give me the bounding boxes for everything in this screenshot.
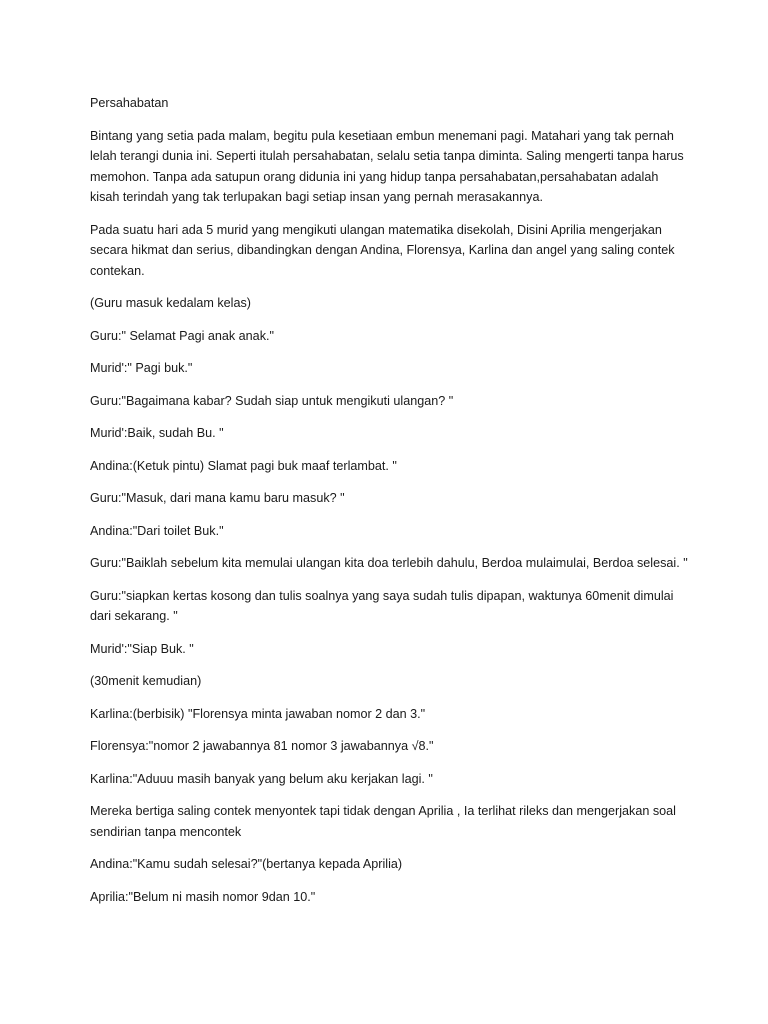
dialogue-line: (30menit kemudian) (90, 674, 202, 688)
paragraph-story-opening: Pada suatu hari ada 5 murid yang mengikuti ulangan matematika disekolah, Disini Aprilia mengerjakan secara hikmat dan serius, dibandingkan dengan Andina, Florensya, Karlina dan angel yang saling contek contekan. (90, 222, 675, 278)
dialogue-line: Guru:" Selamat Pagi anak anak." (90, 328, 274, 343)
dialogue-line: Murid':Baik, sudah Bu. " (90, 426, 224, 440)
dialogue-line: Andina:"Kamu sudah selesai?"(bertanya kepada Aprilia) (90, 857, 403, 871)
paragraph-intro: Bintang yang setia pada malam, begitu pula kesetiaan embun menemani pagi. Matahari yang tak pernah lelah terangi dunia ini. Seperti itulah persahabatan, selalu setia tanpa diminta. Saling mengerti tanpa harus memohon. Tanpa ada satupun orang didunia ini yang hidup tanpa persahabatan,persahabatan adalah kisah terindah yang tak terlupakan bagi setiap insan yang pernah merasakannya. (90, 128, 684, 204)
narration-paragraph: Mereka bertiga saling contek menyontek tapi tidak dengan Aprilia , Ia terlihat rileks dan mengerjakan soal sendirian tanpa mencontek (90, 804, 676, 839)
document-page (90, 93, 690, 919)
dialogue-line: Aprilia:"Belum ni masih nomor 9dan 10." (90, 889, 316, 904)
dialogue-line: Guru:"Baiklah sebelum kita memulai ulangan kita doa terlebih dahulu, Berdoa mulaimulai, Berdoa selesai. " (90, 556, 688, 570)
dialogue-line: Karlina:"Aduuu masih banyak yang belum aku kerjakan lagi. " (90, 771, 433, 786)
dialogue-line: (Guru masuk kedalam kelas) (90, 296, 251, 310)
dialogue-line: Guru:"Bagaimana kabar? Sudah siap untuk mengikuti ulangan? " (90, 393, 454, 408)
dialogue-line: Andina:"Dari toilet Buk." (90, 523, 224, 538)
dialogue-line: Murid':" Pagi buk." (90, 361, 193, 375)
dialogue-line: Murid':"Siap Buk. " (90, 641, 194, 656)
dialogue-line: Guru:"Masuk, dari mana kamu baru masuk? " (90, 491, 345, 505)
dialogue-line: Guru:"siapkan kertas kosong dan tulis soalnya yang saya sudah tulis dipapan, waktunya 60menit dimulai dari sekarang. " (90, 588, 674, 623)
dialogue-line: Andina:(Ketuk pintu) Slamat pagi buk maaf terlambat. " (90, 458, 397, 473)
dialogue-line: Florensya:"nomor 2 jawabannya 81 nomor 3 jawabannya √8." (90, 739, 434, 753)
dialogue-line: Karlina:(berbisik) "Florensya minta jawaban nomor 2 dan 3." (90, 706, 426, 721)
document-title: Persahabatan (90, 96, 169, 110)
